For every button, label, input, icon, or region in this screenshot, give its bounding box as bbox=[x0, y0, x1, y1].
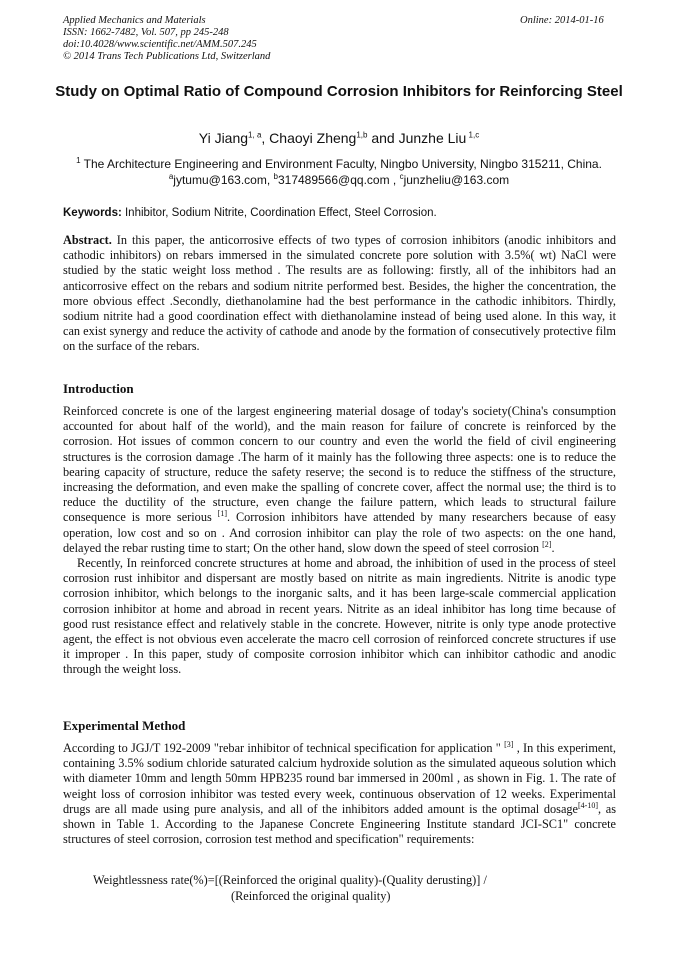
email-address[interactable]: jytumu@163.com, bbox=[173, 173, 274, 187]
paragraph-text: According to JGJ/T 192-2009 "rebar inhibitor of technical specification for application " bbox=[63, 741, 505, 755]
author-list bbox=[40, 130, 638, 146]
author-name: Junzhe Liu bbox=[398, 130, 467, 146]
paragraph bbox=[63, 741, 616, 847]
paragraph-text: . Corrosion inhibitors have attended by many researchers because of easy operation, low cost and so on . And corrosion inhibitor can play the role of two aspects: on the one hand, delayed the rebar rusting time to start; On the other hand, slow down the speed of steel corrosion bbox=[63, 510, 616, 555]
formula-line: (Reinforced the original quality) bbox=[231, 889, 391, 903]
paragraph-text: Reinforced concrete is one of the largest engineering material dosage of today's society(China's consumption accounted for about half of the world), and the main reason for failure of concrete is reinforced by the corrosion. Hot issues of common concern to our country and even the world the field of civil engineering structures is the corrosion damage .The harm of it mainly has the following three aspects: one is to reduce the bearing capacity of structure, reduce the safety reserve; the second is to reduce the stiffness of the structure, increasing the deformation, and even make the spalling of concrete cover, affect the normal use; the third is to reduce the ductility of the structure, even change the failure pattern, which leads to structural failure consequence is more serious bbox=[63, 404, 616, 525]
section-heading-introduction: Introduction bbox=[63, 381, 134, 396]
paper-title: Study on Optimal Ratio of Compound Corrosion Inhibitors for Reinforcing Steel bbox=[55, 83, 623, 100]
email-sup: b bbox=[273, 172, 278, 181]
keywords-label: Keywords: bbox=[63, 207, 122, 219]
citation[interactable]: [4-10] bbox=[578, 800, 599, 810]
paragraph-text: , as shown in Table 1. According to the Japanese Concrete Engineering Institute standard JCI-SC1" concrete structures of steel corrosion, corrosion test method and specification" requirements: bbox=[63, 801, 616, 847]
abstract-text: In this paper, the anticorrosive effects of two types of corrosion inhibitors (anodic inhibitors and cathodic inhibitors) on rebars immersed in the simulated concrete pore solution with 3.5%( wt) NaCl were studied by the static weight loss method . The results are as following: firstly, all of the inhibitors had an anticorrosive effect on the rebars and sodium nitrite performed best. Besides, the higher the concentration, the more obvious effect .Secondly, diethanolamine had the best performance in the cathodic inhibitors. Thirdly, sodium nitrite had a good coordination effect with diethanolamine instead of being used alone. In this way, it can exist synergy and reduce the activity of cathode and anode by the formation of consecutively protective film on the surface of the rebars. bbox=[63, 233, 616, 354]
affiliation bbox=[40, 156, 638, 188]
citation[interactable]: [3] bbox=[504, 739, 514, 749]
email-line bbox=[40, 172, 638, 188]
abstract bbox=[63, 233, 616, 355]
author-separator: and bbox=[367, 130, 399, 146]
paragraph-text: . bbox=[551, 540, 555, 555]
citation[interactable]: [1] bbox=[217, 509, 227, 519]
author-affil-sup: 1,c bbox=[466, 130, 480, 140]
abstract-label: Abstract. bbox=[63, 233, 112, 247]
journal-header bbox=[63, 15, 270, 63]
author-affil-sup: 1, a bbox=[248, 130, 262, 140]
introduction-body bbox=[63, 404, 616, 678]
experimental-body bbox=[63, 741, 616, 847]
doi-line: doi:10.4028/www.scientific.net/AMM.507.245 bbox=[63, 39, 257, 50]
email-address[interactable]: 317489566@qq.com , bbox=[277, 173, 400, 187]
paragraph bbox=[63, 404, 616, 556]
author-separator: , bbox=[261, 130, 270, 146]
weight-loss-formula bbox=[93, 872, 487, 904]
section-heading-experimental: Experimental Method bbox=[63, 718, 186, 733]
affiliation-line bbox=[40, 156, 638, 172]
formula-line: Weightlessness rate(%)=[(Reinforced the original quality)-(Quality derusting)] / bbox=[93, 873, 487, 887]
affiliation-sup: 1 bbox=[76, 156, 81, 165]
paragraph-text: , In this experiment, containing 3.5% sodium chloride saturated calcium hydroxide solution as the simulated aqueous solution which with diameter 10mm and length 50mm HPB235 round bar immersed in 200ml , as shown in Fig. 1. The rate of weight loss of corrosion inhibitor was tested every week, continuous observation of 12 weeks. Experimental drugs are all made using pure analysis, and all of the inhibitors added amount is the optimal dosage bbox=[63, 741, 616, 816]
affiliation-text: The Architecture Engineering and Environment Faculty, Ningbo University, Ningbo 315211, China. bbox=[80, 157, 602, 171]
keywords bbox=[63, 207, 623, 219]
author-name: Yi Jiang bbox=[198, 130, 249, 146]
journal-name: Applied Mechanics and Materials bbox=[63, 15, 206, 26]
citation[interactable]: [2] bbox=[542, 539, 552, 549]
paragraph: Recently, In reinforced concrete structures at home and abroad, the inhibition of used in the process of steel corrosion rust inhibitor and dispersant are mostly based on nitrite as main ingredients. Nitrite is anodic type corrosion inhibitor, which belongs to the inorganic salts, and it has been large-scale commercial application corrosion inhibitor at home and abroad in recent years. Nitrite as an ideal inhibitor has long time because of good rust resistance effect and relatively stable in the concrete. However, nitrite is only type anode protective agent, the effect is not obvious even accelerate the macro cell corrosion of reinforced concrete structures if use it improper . In this paper, study of composite corrosion inhibitor which can inhibitor cathodic and anodic through the weight loss. bbox=[63, 556, 616, 677]
email-sup: c bbox=[399, 172, 404, 181]
online-date: Online: 2014-01-16 bbox=[520, 15, 604, 26]
email-sup: a bbox=[168, 172, 174, 181]
keywords-text: Inhibitor, Sodium Nitrite, Coordination Effect, Steel Corrosion. bbox=[121, 207, 437, 219]
email-address[interactable]: junzheliu@163.com bbox=[403, 173, 510, 187]
issn-line: ISSN: 1662-7482, Vol. 507, pp 245-248 bbox=[63, 27, 229, 38]
author-affil-sup: 1,b bbox=[356, 130, 368, 140]
copyright-line: © 2014 Trans Tech Publications Ltd, Switzerland bbox=[63, 51, 271, 62]
author-name: Chaoyi Zheng bbox=[269, 130, 357, 146]
